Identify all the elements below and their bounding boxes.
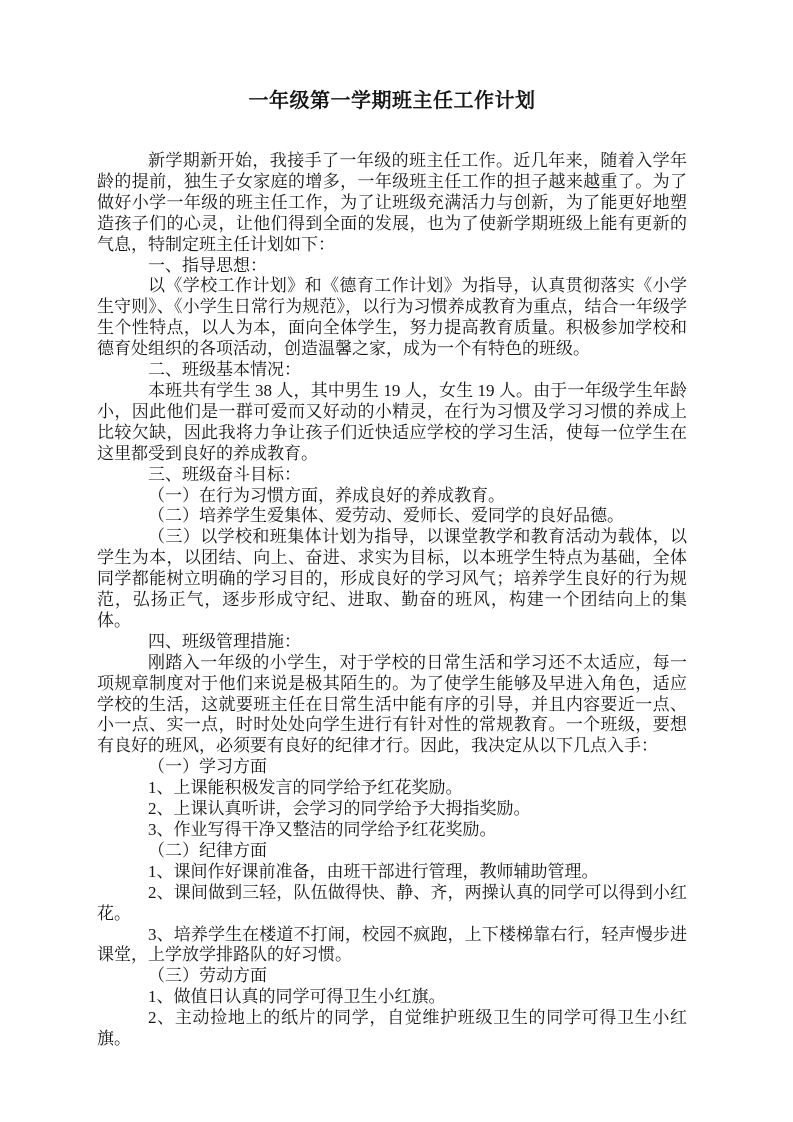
paragraph: 3、培养学生在楼道不打闹，校园不疯跑，上下楼梯靠右行，轻声慢步进课堂，上学放学排路队的好习惯。 xyxy=(97,924,687,965)
paragraph: （二）培养学生爱集体、爱劳动、爱师长、爱同学的良好品德。 xyxy=(148,506,624,526)
paragraph: 2、课间做到三轻，队伍做得快、静、齐，两操认真的同学可以得到小红花。 xyxy=(97,882,687,923)
paragraph: 2、上课认真听讲，会学习的同学给予大拇指奖励。 xyxy=(148,799,531,819)
paragraph: （三）以学校和班集体计划为指导，以课堂教学和教育活动为载体，以学生为本，以团结、向上、奋进、求实为目标，以本班学生特点为基础，全体同学都能树立明确的学习目的，形成良好的学习风气；培养学生良好的行为规范，弘扬正气，逐步形成守纪、进取、勤奋的班风，构建一个团结向上的集体。 xyxy=(97,527,687,630)
paragraph: 一、指导思想： xyxy=(148,255,267,275)
paragraph: （二）纪律方面 xyxy=(148,840,267,860)
paragraph: 2、主动捡地上的纸片的同学，自觉维护班级卫生的同学可得卫生小红旗。 xyxy=(97,1008,687,1049)
paragraph: 本班共有学生 38 人，其中男生 19 人，女生 19 人。由于一年级学生年龄小，因此他们是一群可爱而又好动的小精灵，在行为习惯及学习习惯的养成上比较欠缺，因此我将力争让孩子们近快适应学校的学习生活，使每一位学生在这里都受到良好的养成教育。 xyxy=(97,380,687,463)
paragraph: 3、作业写得干净又整洁的同学给予红花奖励。 xyxy=(148,820,497,839)
document-body xyxy=(97,151,687,1050)
paragraph: 三、班级奋斗目标： xyxy=(148,464,301,484)
paragraph: （三）劳动方面 xyxy=(148,966,267,986)
paragraph: （一）学习方面 xyxy=(148,757,267,777)
paragraph: 1、课间作好课前准备，由班干部进行管理，教师辅助管理。 xyxy=(148,861,599,881)
paragraph: （一）在行为习惯方面，养成良好的养成教育。 xyxy=(148,485,505,505)
document-title: 一年级第一学期班主任工作计划 xyxy=(248,90,536,112)
paragraph: 1、做值日认真的同学可得卫生小红旗。 xyxy=(148,987,446,1007)
paragraph: 四、班级管理措施： xyxy=(148,631,301,651)
paragraph: 二、班级基本情况： xyxy=(148,360,301,380)
paragraph: 刚踏入一年级的小学生，对于学校的日常生活和学习还不太适应，每一项规章制度对于他们来说是极其陌生的。为了使学生能够及早进入角色，适应学校的生活，这就要班主任在日常生活中能有序的引导，并且内容要近一点、小一点、实一点，时时处处向学生进行有针对性的常规教育。一个班级，要想有良好的班风，必须要有良好的纪律才行。因此，我决定从以下几点入手： xyxy=(97,652,687,756)
paragraph: 以《学校工作计划》和《德育工作计划》为指导，认真贯彻落实《小学生守则》、《小学生日常行为规范》，以行为习惯养成教育为重点，结合一年级学生个性特点，以人为本，面向全体学生，努力提高教育质量。积极参加学校和德育处组织的各项活动，创造温馨之家，成为一个有特色的班级。 xyxy=(97,276,687,359)
paragraph: 1、上课能积极发言的同学给予红花奖励。 xyxy=(148,778,463,798)
paragraph: 新学期新开始，我接手了一年级的班主任工作。近几年来，随着入学年龄的提前，独生子女家庭的增多，一年级班主任工作的担子越来越重了。为了做好小学一年级的班主任工作，为了让班级充满活力与创新，为了能更好地塑造孩子们的心灵，让他们得到全面的发展，也为了使新学期班级上能有更新的气息，特制定班主任计划如下： xyxy=(97,151,687,254)
